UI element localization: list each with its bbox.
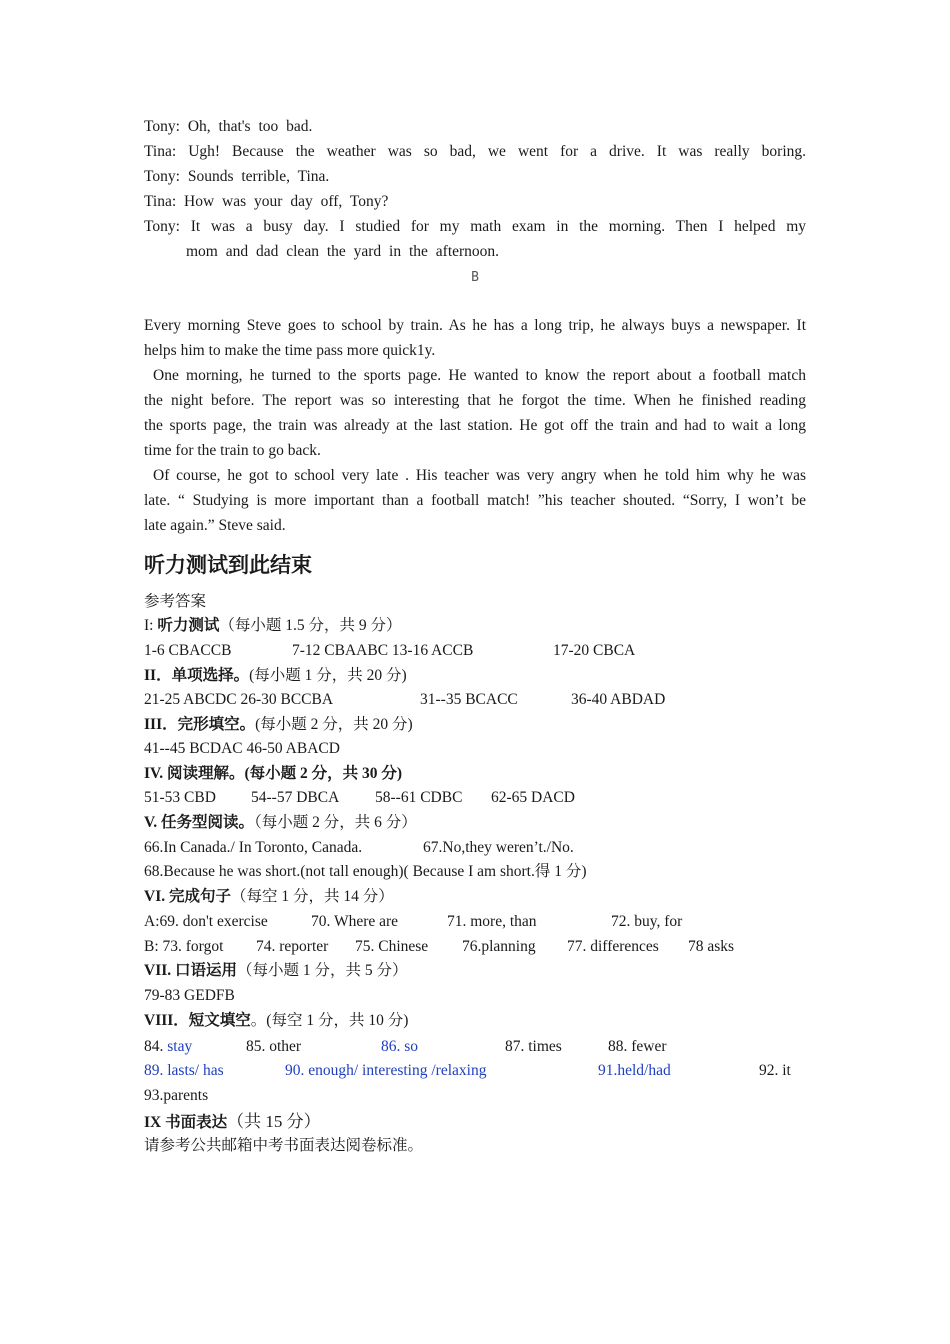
answer-row: 17-20 CBCA: [553, 642, 636, 659]
answer-row: 75. Chinese: [355, 938, 429, 955]
section-7-heading: VII. 口语运用（每小题 1 分，共 5 分）: [144, 962, 408, 979]
answer-row: 21-25 ABCDC 26-30 BCCBA: [144, 691, 334, 708]
answer-row: 84. stay: [144, 1038, 193, 1055]
answer-row: 67.No,they weren’t./No.: [423, 839, 574, 856]
passage-line: One morning, he turned to the sports page. He wanted to know the report about a football match: [153, 367, 806, 384]
passage-line: helps him to make the time pass more quick1y.: [144, 342, 436, 359]
section-9-heading: IX 书面表达（共 15 分）: [144, 1112, 321, 1131]
passage-line: Every morning Steve goes to school by train. As he has a long trip, he always buys a newspaper. It: [144, 317, 806, 334]
answer-row: 71. more, than: [447, 913, 537, 930]
dialogue-line: Tony: Sounds terrible, Tina.: [144, 168, 330, 185]
passage-line: the night before. The report was so interesting that he forgot the time. When he finished reading: [144, 392, 806, 409]
answer-row: A:69. don't exercise: [144, 913, 268, 930]
answer-row: 86. so: [381, 1038, 419, 1055]
answer-row: 62-65 DACD: [491, 789, 575, 806]
answer-row: 70. Where are: [311, 913, 399, 930]
dialogue-line: Tony: Oh, that's too bad.: [144, 118, 313, 135]
answer-row: 58--61 CDBC: [375, 789, 463, 806]
section-9-note: 请参考公共邮箱中考书面表达阅卷标准。: [144, 1137, 424, 1154]
section-5-heading: V. 任务型阅读。（每小题 2 分，共 6 分）: [144, 814, 417, 831]
answer-row: 7-12 CBAABC 13-16 ACCB: [292, 642, 474, 659]
answer-row: 68.Because he was short.(not tall enough)( Because I am short.得 1 分): [144, 863, 587, 880]
dialogue-line: Tina: Ugh! Because the weather was so bad, we went for a drive. It was really boring.: [144, 143, 807, 160]
answer-row: 66.In Canada./ In Toronto, Canada.: [144, 839, 363, 856]
passage-line: time for the train to go back.: [144, 442, 321, 459]
answer-row: 93.parents: [144, 1087, 209, 1104]
dialogue-line: mom and dad clean the yard in the afternoon.: [186, 243, 500, 260]
answer-row: 74. reporter: [256, 938, 329, 955]
answer-row: 41--45 BCDAC 46-50 ABACD: [144, 740, 340, 757]
answer-row: 51-53 CBD: [144, 789, 216, 806]
section-4-heading: IV. 阅读理解。(每小题 2 分，共 30 分): [144, 765, 403, 782]
answer-row: 89. lasts/ has: [144, 1062, 224, 1079]
section-1-heading: I: 听力测试（每小题 1.5 分，共 9 分）: [144, 617, 402, 634]
answer-row: 31--35 BCACC: [420, 691, 518, 708]
answer-row: 78 asks: [688, 938, 735, 955]
answer-row: 1-6 CBACCB: [144, 642, 232, 659]
answer-row: 77. differences: [567, 938, 659, 955]
passage-line: the sports page, the train was already at the last station. He got off the train and had to wait a long: [144, 417, 806, 434]
passage-line: late. “ Studying is more important than a football match! ”his teacher shouted. “Sorry, I won’t be: [144, 492, 806, 509]
section-6-heading: VI. 完成句子（每空 1 分，共 14 分）: [144, 888, 394, 905]
answer-row: 85. other: [246, 1038, 302, 1055]
dialogue-line: Tony: It was a busy day. I studied for my math exam in the morning. Then I helped my: [144, 218, 806, 235]
end-heading: 听力测试到此结束: [144, 553, 312, 577]
answer-row: B: 73. forgot: [144, 938, 224, 955]
answer-row: 76.planning: [462, 938, 536, 955]
answer-row: 90. enough/ interesting /relaxing: [285, 1062, 487, 1079]
answer-row: 92. it: [759, 1062, 791, 1079]
dialogue-line: Tina: How was your day off, Tony?: [144, 193, 389, 210]
section-3-heading: III．完形填空。(每小题 2 分，共 20 分): [144, 716, 413, 733]
answer-row: 72. buy, for: [611, 913, 683, 930]
answer-row: 54--57 DBCA: [251, 789, 340, 806]
answer-row: 36-40 ABDAD: [571, 691, 666, 708]
answers-title: 参考答案: [144, 593, 207, 610]
answer-row: 79-83 GEDFB: [144, 987, 235, 1004]
section-2-heading: II．单项选择。(每小题 1 分，共 20 分): [144, 667, 407, 684]
answer-row: 88. fewer: [608, 1038, 667, 1055]
passage-line: Of course, he got to school very late . His teacher was very angry when he told him why he was: [153, 467, 806, 484]
section-8-heading: VIII．短文填空。(每空 1 分，共 10 分): [144, 1012, 409, 1029]
answer-row: 91.held/had: [598, 1062, 671, 1079]
section-b-label: B: [471, 270, 479, 285]
passage-line: late again.” Steve said.: [144, 517, 286, 534]
answer-row: 87. times: [505, 1038, 562, 1055]
